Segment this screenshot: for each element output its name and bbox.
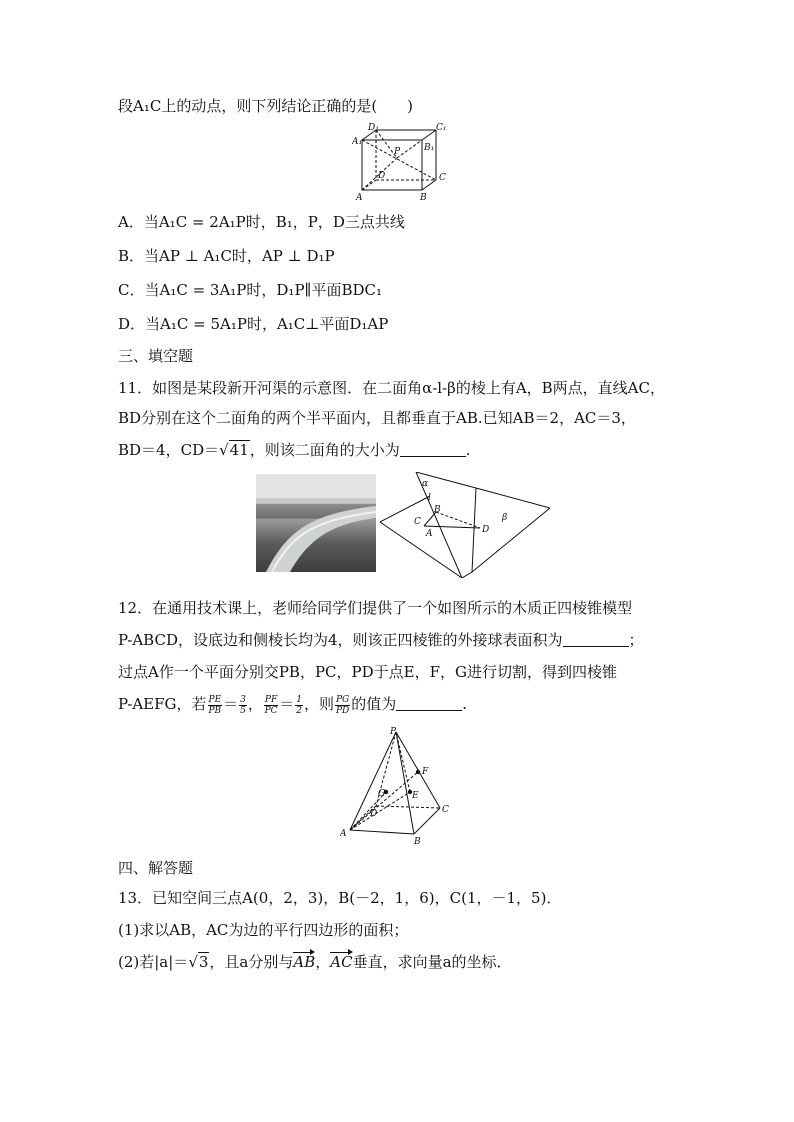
- cube-label-c1: C₁: [436, 123, 447, 133]
- pyramid-label-e: E: [412, 791, 419, 801]
- q10-stem: 段A₁C上的动点，则下列结论正确的是( ): [118, 97, 414, 115]
- fraction-three-fifths: $\frac{3}{5}$: [240, 694, 246, 716]
- cube-label-d: D: [378, 171, 386, 181]
- dihedral-label-c: C: [414, 517, 421, 527]
- fraction-pf-pc: $\frac{PF}{PC}$: [264, 694, 278, 716]
- q11-line-3: BD＝4，CD＝√41，则该二面角的大小为 .: [118, 441, 471, 459]
- dihedral-label-beta: β: [502, 513, 508, 523]
- cube-label-c: C: [439, 173, 446, 183]
- fraction-one-half: $\frac{1}{2}$: [296, 694, 302, 716]
- q12-line-2: P-ABCD，设底边和侧棱长均为4，则该正四棱锥的外接球表面积为 ；: [118, 631, 644, 649]
- pyramid-label-p: P: [390, 727, 397, 737]
- canal-photo: [256, 474, 376, 572]
- sqrt-41: 41: [229, 441, 249, 459]
- cube-label-a1: A₁: [352, 137, 363, 147]
- fraction-pe-pb: $\frac{PE}{PB}$: [208, 694, 222, 716]
- vector-ab: AB: [293, 953, 316, 971]
- sqrt-3: 3: [198, 953, 209, 971]
- q12-line-1: 12．在通用技术课上，老师给同学们提供了一个如图所示的木质正四棱锥模型: [118, 599, 633, 617]
- dihedral-label-b: B: [434, 505, 441, 515]
- q10-option-d: D．当A₁C = 5A₁P时，A₁C⊥平面D₁AP: [118, 315, 389, 333]
- pyramid-label-a: A: [340, 829, 347, 839]
- dihedral-angle-figure: [380, 472, 550, 578]
- cube-label-d1: D₁: [368, 123, 379, 133]
- pyramid-label-d: D: [370, 809, 378, 819]
- pyramid-label-g: G: [378, 789, 386, 799]
- q11-answer-blank[interactable]: [400, 442, 466, 457]
- q12-answer-blank-1[interactable]: [563, 632, 629, 647]
- vector-ac: AC: [330, 953, 353, 971]
- q10-option-c: C．当A₁C = 3A₁P时，D₁P∥平面BDC₁: [118, 281, 383, 299]
- pyramid-label-b: B: [414, 837, 421, 846]
- cube-label-p: P: [394, 147, 401, 157]
- fraction-pg-pd: $\frac{PG}{PD}$: [335, 694, 350, 716]
- dihedral-label-l: l: [428, 493, 431, 503]
- q10-option-b: B．当AP ⊥ A₁C时，AP ⊥ D₁P: [118, 247, 335, 265]
- q11-line-2: BD分别在这个二面角的两个半平面内，且都垂直于AB.已知AB＝2，AC＝3，: [118, 409, 636, 427]
- section-heading-solutions: 四、解答题: [118, 859, 194, 877]
- q12-answer-blank-2[interactable]: [396, 696, 462, 711]
- dihedral-label-a: A: [426, 529, 433, 539]
- section-heading-fill-in: 三、填空题: [118, 347, 194, 365]
- q13-line-1: 13．已知空间三点A(0，2，3)，B(－2，1，6)，C(1，－1，5)．: [118, 889, 562, 907]
- pyramid-figure: [340, 726, 460, 846]
- q10-option-a: A．当A₁C = 2A₁P时，B₁，P，D三点共线: [118, 213, 405, 231]
- pyramid-label-f: F: [422, 767, 429, 777]
- cube-figure: [352, 122, 452, 204]
- cube-label-b1: B₁: [424, 143, 435, 153]
- q13-line-3: (2)若|a|＝√3，且a分别与AB，AC垂直，求向量a的坐标．: [118, 953, 512, 971]
- dihedral-label-d: D: [482, 525, 490, 535]
- q13-line-2: (1)求以AB，AC为边的平行四边形的面积；: [118, 921, 409, 939]
- q12-line-4: P-AEFG，若 $\frac{PE}{PB}$ ＝ $\frac{3}{5}$ ， $\frac{PF}{PC}$ ＝ $\frac{1}{2}$ ，则 $\frac{PG}{PD}$ 的值为 .: [118, 694, 468, 716]
- cube-label-a: A: [356, 193, 363, 203]
- q11-line-1: 11．如图是某段新开河渠的示意图．在二面角α-l-β的棱上有A，B两点，直线AC，: [118, 379, 665, 397]
- q12-line-3: 过点A作一个平面分别交PB，PC，PD于点E，F，G进行切割，得到四棱锥: [118, 663, 617, 681]
- cube-label-b: B: [420, 193, 427, 203]
- pyramid-label-c: C: [442, 805, 449, 815]
- dihedral-label-alpha: α: [422, 479, 429, 489]
